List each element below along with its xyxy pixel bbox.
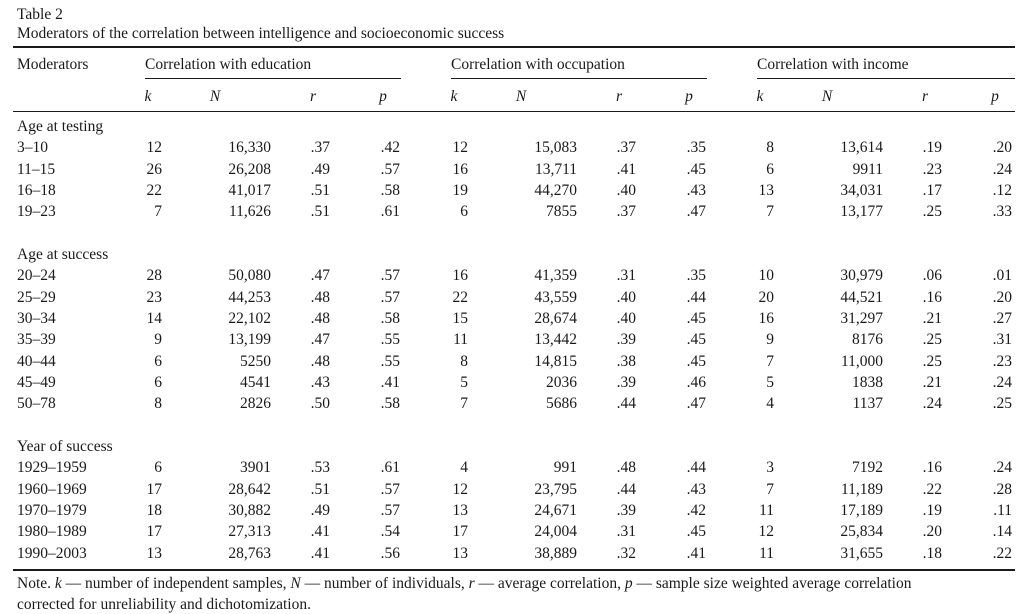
table-note: Note. k — number of independent samples, N — number of individuals, r — average correlation, p — sample size weighted average correlation [17, 575, 912, 592]
cell-occupation-n: 43,559 [534, 288, 577, 306]
cell-income-n: 17,189 [840, 501, 883, 519]
cell-education-n: 27,313 [228, 523, 271, 541]
group-rule-occupation [451, 78, 707, 79]
cell-education-p: .55 [380, 331, 400, 349]
cell-education-p: .57 [380, 288, 400, 306]
cell-education-p: .58 [380, 181, 400, 199]
cell-income-n: 7192 [852, 459, 883, 477]
cell-education-k: 6 [154, 352, 162, 370]
cell-occupation-p: .45 [686, 309, 706, 327]
cell-income-p: .23 [992, 352, 1012, 370]
table-note-line2: corrected for unreliability and dichotomization. [17, 596, 311, 613]
subheader-occupation-r: r [615, 88, 623, 105]
cell-education-p: .61 [380, 459, 400, 477]
subheader-education-k: k [144, 88, 152, 105]
cell-income-n: 11,000 [840, 352, 883, 370]
cell-education-n: 28,642 [228, 480, 271, 498]
cell-income-r: .19 [922, 501, 942, 519]
cell-occupation-r: .39 [616, 331, 636, 349]
cell-income-k: 5 [766, 373, 774, 391]
cell-income-p: .24 [992, 459, 1012, 477]
cell-income-k: 6 [766, 160, 774, 178]
subheader-occupation-p: p [685, 88, 693, 105]
cell-occupation-p: .41 [686, 544, 706, 562]
row-moderator: 1980–1989 [17, 523, 87, 541]
cell-education-p: .58 [380, 395, 400, 413]
cell-education-r: .50 [310, 395, 330, 413]
cell-income-k: 7 [766, 480, 774, 498]
subheader-occupation-n: N [515, 88, 527, 105]
cell-occupation-k: 15 [452, 309, 468, 327]
cell-occupation-k: 17 [452, 523, 468, 541]
cell-education-r: .51 [310, 203, 330, 221]
subheader-income-k: k [756, 88, 764, 105]
row-moderator: 11–15 [17, 160, 56, 178]
cell-occupation-n: 13,711 [534, 160, 577, 178]
cell-income-r: .17 [922, 181, 942, 199]
section-label: Year of success [17, 438, 113, 455]
cell-education-k: 14 [146, 309, 162, 327]
cell-income-r: .25 [922, 352, 942, 370]
cell-income-n: 31,297 [840, 309, 883, 327]
cell-occupation-k: 22 [452, 288, 468, 306]
cell-income-r: .21 [922, 309, 942, 327]
cell-income-k: 4 [766, 395, 774, 413]
cell-occupation-n: 15,083 [534, 139, 577, 157]
cell-occupation-r: .37 [616, 139, 636, 157]
cell-occupation-r: .32 [616, 544, 636, 562]
row-moderator: 1929–1959 [17, 459, 87, 477]
cell-occupation-n: 41,359 [534, 267, 577, 285]
cell-education-n: 28,763 [228, 544, 271, 562]
cell-occupation-n: 28,674 [534, 309, 577, 327]
cell-occupation-n: 23,795 [534, 480, 577, 498]
header-occupation: Correlation with occupation [451, 56, 625, 73]
group-rule-income [757, 78, 1015, 79]
cell-education-n: 22,102 [228, 309, 271, 327]
cell-education-p: .41 [380, 373, 400, 391]
cell-income-n: 30,979 [840, 267, 883, 285]
cell-education-p: .57 [380, 160, 400, 178]
cell-income-p: .24 [992, 160, 1012, 178]
cell-income-p: .12 [992, 181, 1012, 199]
cell-income-k: 9 [766, 331, 774, 349]
cell-education-p: .61 [380, 203, 400, 221]
header-moderators: Moderators [17, 56, 89, 73]
cell-income-n: 1838 [852, 373, 883, 391]
cell-education-n: 50,080 [228, 267, 271, 285]
cell-income-k: 7 [766, 203, 774, 221]
subheader-income-n: N [821, 88, 833, 105]
cell-income-n: 9911 [852, 160, 883, 178]
cell-education-r: .48 [310, 352, 330, 370]
cell-education-n: 44,253 [228, 288, 271, 306]
cell-occupation-n: 991 [553, 459, 577, 477]
cell-income-n: 13,614 [840, 139, 883, 157]
cell-occupation-n: 13,442 [534, 331, 577, 349]
row-moderator: 25–29 [17, 288, 56, 306]
section-label: Age at success [17, 246, 109, 263]
cell-education-p: .55 [380, 352, 400, 370]
cell-education-n: 30,882 [228, 501, 271, 519]
row-moderator: 19–23 [17, 203, 56, 221]
cell-education-k: 12 [146, 139, 162, 157]
subheader-income-r: r [921, 88, 929, 105]
cell-occupation-k: 12 [452, 139, 468, 157]
cell-occupation-r: .39 [616, 501, 636, 519]
bottom-rule [13, 569, 1015, 571]
cell-income-p: .33 [992, 203, 1012, 221]
cell-income-r: .06 [922, 267, 942, 285]
subheader-education-r: r [309, 88, 317, 105]
cell-income-p: .14 [992, 523, 1012, 541]
cell-occupation-n: 38,889 [534, 544, 577, 562]
cell-income-n: 34,031 [840, 181, 883, 199]
cell-education-k: 17 [146, 480, 162, 498]
cell-education-k: 6 [154, 373, 162, 391]
cell-income-r: .16 [922, 459, 942, 477]
cell-income-k: 20 [758, 288, 774, 306]
cell-occupation-n: 24,004 [534, 523, 577, 541]
cell-income-r: .16 [922, 288, 942, 306]
cell-education-n: 26,208 [228, 160, 271, 178]
cell-income-p: .31 [992, 331, 1012, 349]
cell-education-n: 4541 [240, 373, 271, 391]
row-moderator: 1960–1969 [17, 480, 87, 498]
cell-occupation-r: .48 [616, 459, 636, 477]
subheader-education-n: N [209, 88, 221, 105]
cell-education-p: .57 [380, 267, 400, 285]
cell-income-r: .20 [922, 523, 942, 541]
header-income: Correlation with income [757, 56, 909, 73]
section-label: Age at testing [17, 118, 104, 135]
cell-occupation-r: .40 [616, 309, 636, 327]
table-label: Table 2 [17, 6, 63, 23]
cell-income-k: 11 [759, 501, 774, 519]
cell-occupation-n: 14,815 [534, 352, 577, 370]
row-moderator: 1990–2003 [17, 544, 87, 562]
cell-occupation-n: 7855 [546, 203, 577, 221]
row-moderator: 30–34 [17, 309, 56, 327]
cell-occupation-n: 5686 [546, 395, 577, 413]
cell-occupation-k: 11 [453, 331, 468, 349]
row-moderator: 50–78 [17, 395, 56, 413]
subheader-income-p: p [991, 88, 999, 105]
cell-income-k: 10 [758, 267, 774, 285]
cell-occupation-r: .39 [616, 373, 636, 391]
cell-occupation-p: .45 [686, 160, 706, 178]
row-moderator: 16–18 [17, 181, 56, 199]
cell-income-n: 13,177 [840, 203, 883, 221]
cell-income-r: .21 [922, 373, 942, 391]
cell-income-k: 7 [766, 352, 774, 370]
cell-education-r: .41 [310, 544, 330, 562]
cell-occupation-p: .45 [686, 352, 706, 370]
cell-occupation-p: .44 [686, 459, 706, 477]
cell-income-n: 11,189 [840, 480, 883, 498]
cell-occupation-p: .43 [686, 480, 706, 498]
cell-education-k: 9 [154, 331, 162, 349]
cell-occupation-p: .43 [686, 181, 706, 199]
cell-occupation-r: .41 [616, 160, 636, 178]
cell-occupation-r: .44 [616, 395, 636, 413]
cell-education-k: 17 [146, 523, 162, 541]
cell-occupation-k: 12 [452, 480, 468, 498]
cell-income-r: .25 [922, 203, 942, 221]
cell-occupation-r: .44 [616, 480, 636, 498]
cell-education-k: 28 [146, 267, 162, 285]
cell-occupation-p: .44 [686, 288, 706, 306]
cell-occupation-r: .37 [616, 203, 636, 221]
cell-education-n: 5250 [240, 352, 271, 370]
cell-education-r: .53 [310, 459, 330, 477]
cell-income-r: .24 [922, 395, 942, 413]
cell-income-r: .23 [922, 160, 942, 178]
cell-income-r: .25 [922, 331, 942, 349]
cell-education-r: .48 [310, 309, 330, 327]
cell-education-r: .51 [310, 181, 330, 199]
cell-education-p: .58 [380, 309, 400, 327]
cell-occupation-p: .42 [686, 501, 706, 519]
row-moderator: 3–10 [17, 139, 48, 157]
cell-education-k: 6 [154, 459, 162, 477]
cell-occupation-p: .35 [686, 267, 706, 285]
subheader-education-p: p [379, 88, 387, 105]
cell-income-p: .11 [993, 501, 1012, 519]
cell-education-r: .43 [310, 373, 330, 391]
cell-occupation-k: 6 [460, 203, 468, 221]
cell-education-p: .56 [380, 544, 400, 562]
table-title: Moderators of the correlation between intelligence and socioeconomic success [17, 25, 505, 42]
cell-occupation-k: 8 [460, 352, 468, 370]
cell-education-n: 2826 [240, 395, 271, 413]
cell-income-r: .18 [922, 544, 942, 562]
cell-occupation-k: 13 [452, 501, 468, 519]
cell-education-k: 23 [146, 288, 162, 306]
cell-income-p: .22 [992, 544, 1012, 562]
cell-occupation-k: 4 [460, 459, 468, 477]
cell-education-p: .57 [380, 480, 400, 498]
cell-education-k: 26 [146, 160, 162, 178]
cell-income-k: 13 [758, 181, 774, 199]
cell-income-k: 8 [766, 139, 774, 157]
subheader-occupation-k: k [450, 88, 458, 105]
cell-education-r: .49 [310, 160, 330, 178]
cell-education-n: 41,017 [228, 181, 271, 199]
cell-income-k: 3 [766, 459, 774, 477]
cell-occupation-k: 16 [452, 160, 468, 178]
cell-income-p: .28 [992, 480, 1012, 498]
cell-education-p: .54 [380, 523, 400, 541]
cell-income-n: 44,521 [840, 288, 883, 306]
cell-occupation-p: .45 [686, 523, 706, 541]
top-rule [13, 46, 1015, 48]
header-education: Correlation with education [145, 56, 312, 73]
cell-income-k: 12 [758, 523, 774, 541]
cell-education-r: .47 [310, 331, 330, 349]
cell-education-k: 13 [146, 544, 162, 562]
cell-occupation-r: .38 [616, 352, 636, 370]
row-moderator: 40–44 [17, 352, 56, 370]
cell-occupation-n: 44,270 [534, 181, 577, 199]
cell-occupation-n: 24,671 [534, 501, 577, 519]
cell-income-p: .24 [992, 373, 1012, 391]
cell-occupation-k: 16 [452, 267, 468, 285]
cell-income-p: .20 [992, 288, 1012, 306]
cell-education-n: 16,330 [228, 139, 271, 157]
cell-income-k: 16 [758, 309, 774, 327]
header-bottom-rule [13, 111, 1015, 112]
cell-income-p: .01 [992, 267, 1012, 285]
cell-occupation-r: .40 [616, 181, 636, 199]
cell-occupation-r: .31 [616, 267, 636, 285]
cell-income-n: 31,655 [840, 544, 883, 562]
cell-education-r: .49 [310, 501, 330, 519]
row-moderator: 45–49 [17, 373, 56, 391]
cell-income-n: 25,834 [840, 523, 883, 541]
cell-income-r: .22 [922, 480, 942, 498]
cell-occupation-n: 2036 [546, 373, 577, 391]
cell-income-n: 8176 [852, 331, 883, 349]
row-moderator: 20–24 [17, 267, 56, 285]
cell-occupation-p: .35 [686, 139, 706, 157]
cell-education-p: .42 [380, 139, 400, 157]
cell-income-k: 11 [759, 544, 774, 562]
cell-education-r: .51 [310, 480, 330, 498]
cell-occupation-r: .40 [616, 288, 636, 306]
cell-education-k: 7 [154, 203, 162, 221]
cell-occupation-k: 7 [460, 395, 468, 413]
row-moderator: 1970–1979 [17, 501, 87, 519]
cell-education-r: .48 [310, 288, 330, 306]
cell-education-r: .37 [310, 139, 330, 157]
row-moderator: 35–39 [17, 331, 56, 349]
group-rule-education [145, 78, 401, 79]
cell-occupation-r: .31 [616, 523, 636, 541]
cell-occupation-k: 19 [452, 181, 468, 199]
cell-occupation-p: .47 [686, 203, 706, 221]
cell-education-n: 3901 [240, 459, 271, 477]
cell-occupation-k: 5 [460, 373, 468, 391]
cell-occupation-p: .47 [686, 395, 706, 413]
cell-occupation-k: 13 [452, 544, 468, 562]
cell-income-p: .27 [992, 309, 1012, 327]
cell-education-k: 18 [146, 501, 162, 519]
cell-income-r: .19 [922, 139, 942, 157]
cell-education-k: 8 [154, 395, 162, 413]
cell-occupation-p: .46 [686, 373, 706, 391]
cell-income-n: 1137 [852, 395, 883, 413]
cell-occupation-p: .45 [686, 331, 706, 349]
cell-income-p: .20 [992, 139, 1012, 157]
cell-education-p: .57 [380, 501, 400, 519]
cell-education-r: .41 [310, 523, 330, 541]
cell-education-k: 22 [146, 181, 162, 199]
cell-education-n: 13,199 [228, 331, 271, 349]
cell-education-n: 11,626 [228, 203, 271, 221]
cell-education-r: .47 [310, 267, 330, 285]
cell-income-p: .25 [992, 395, 1012, 413]
